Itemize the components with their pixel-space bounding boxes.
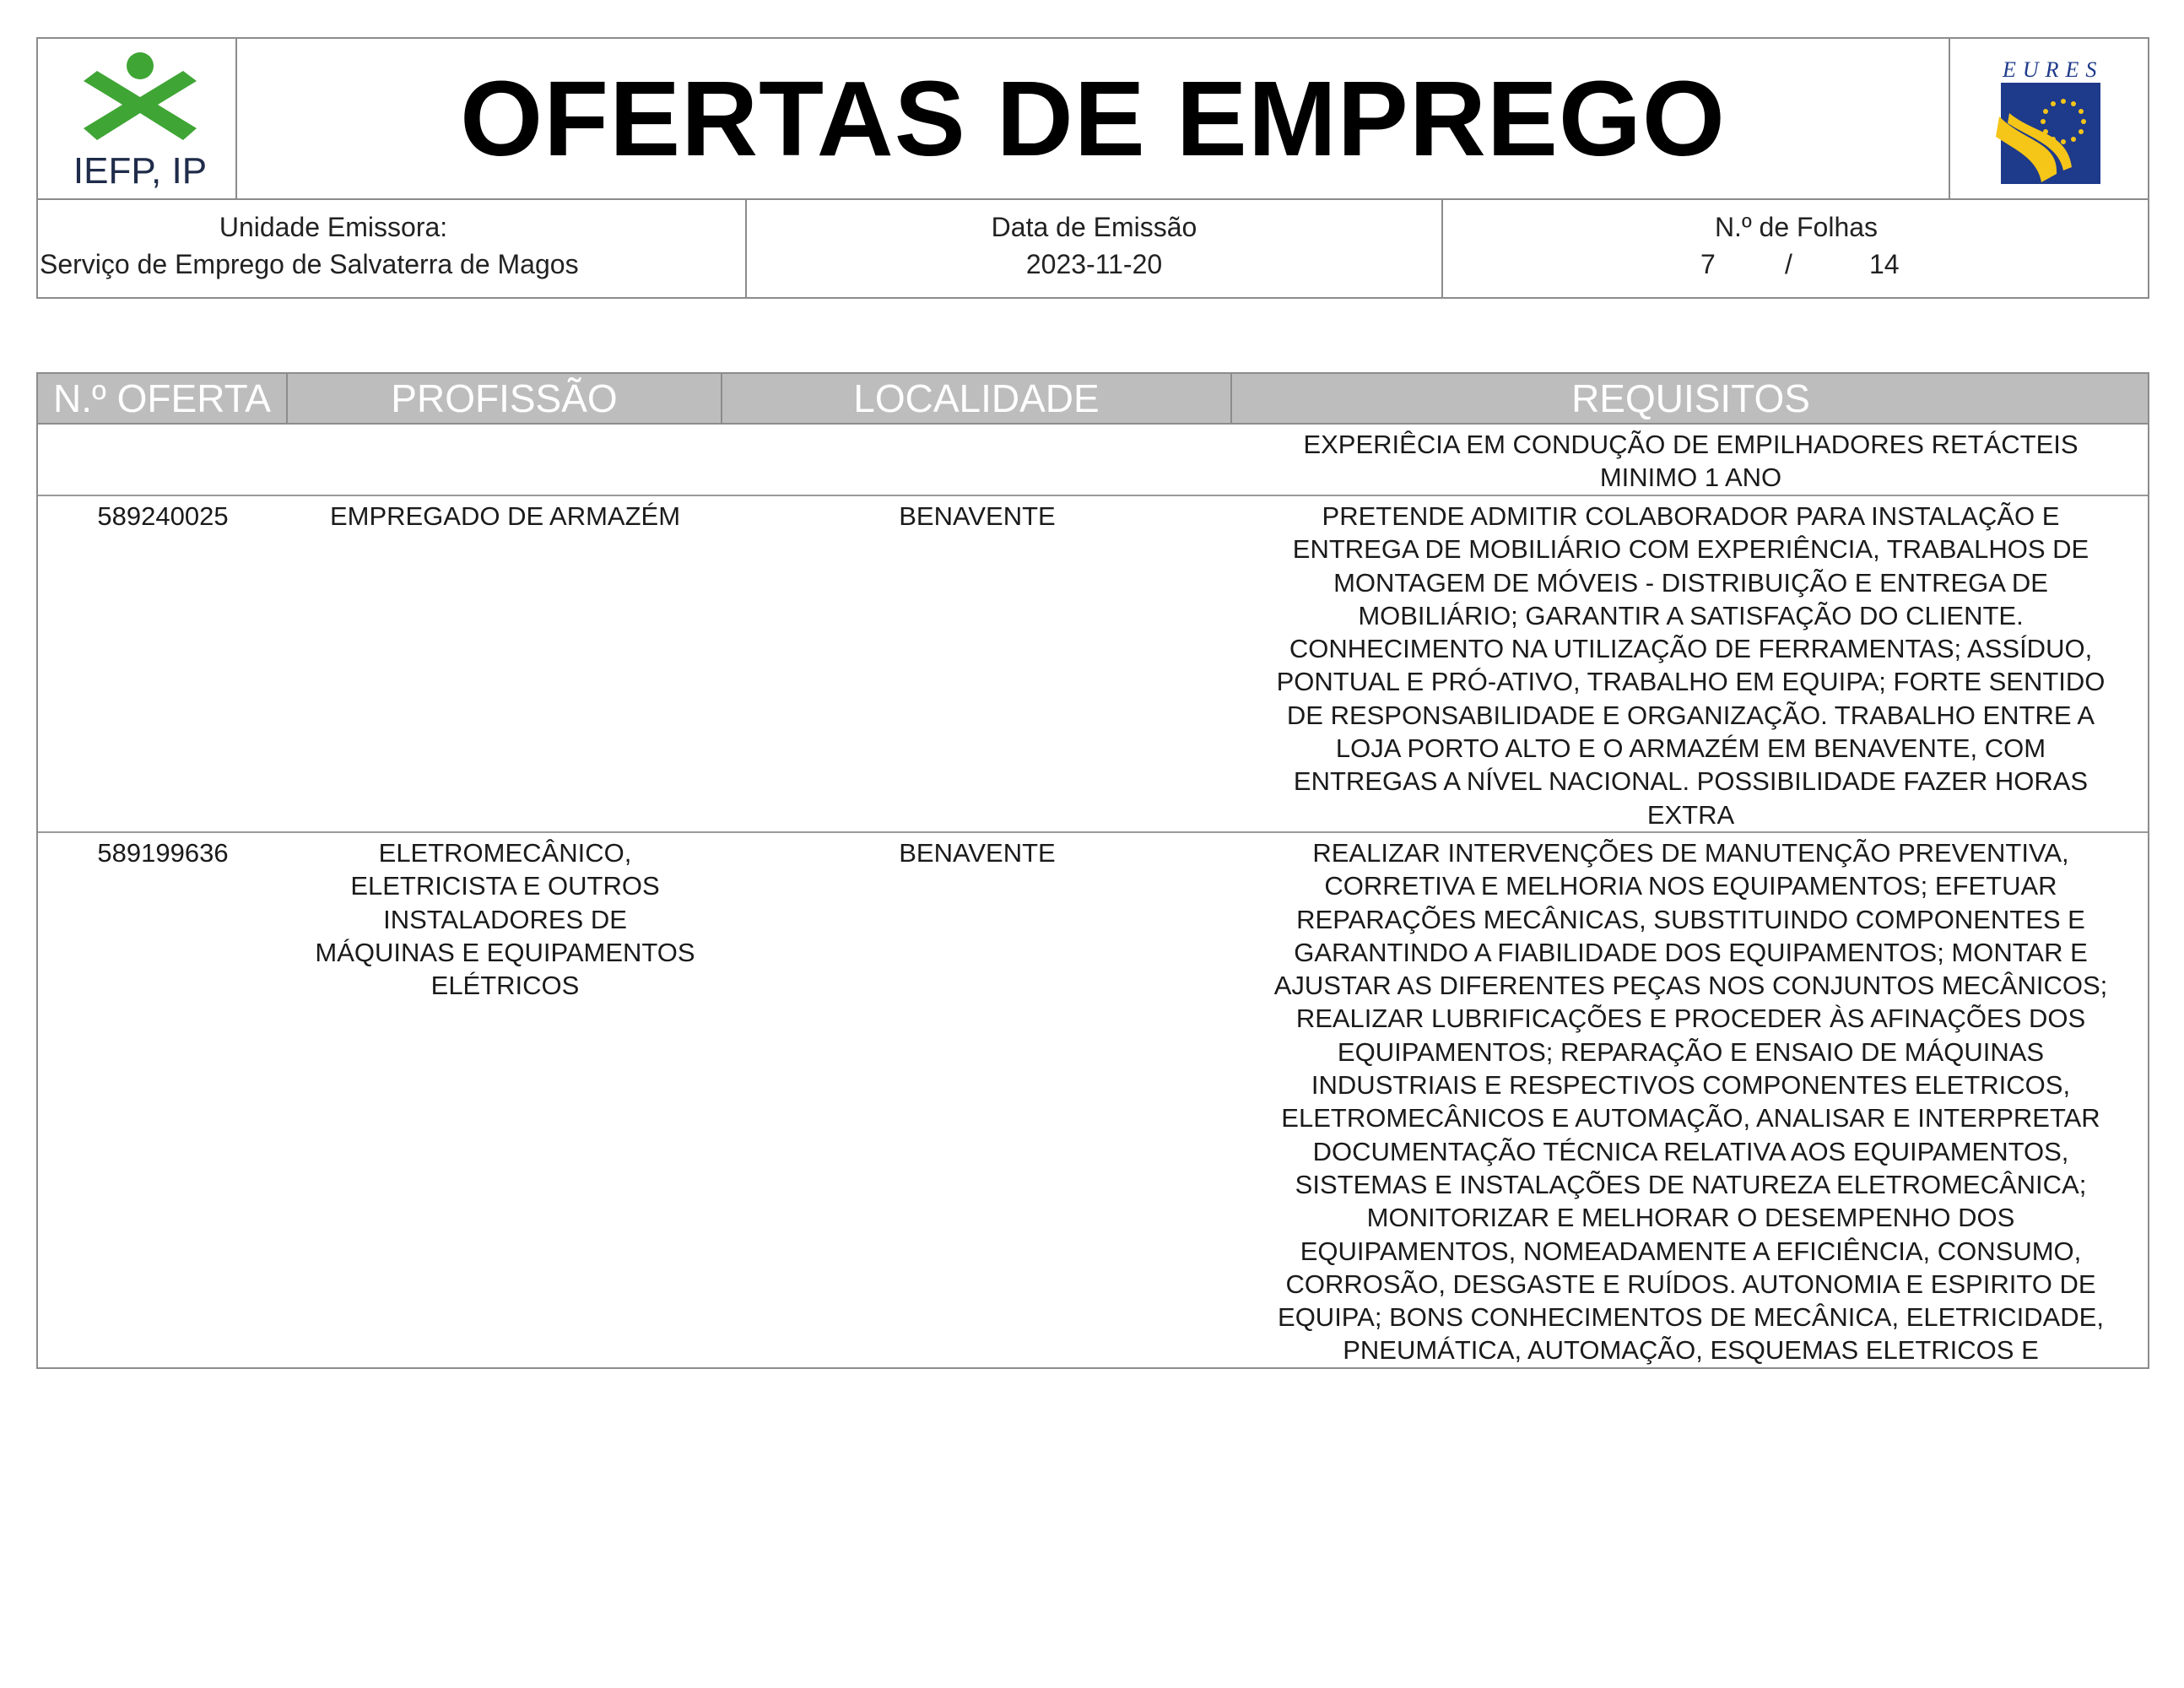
requirements-line: EQUIPAMENTOS, NOMEADAMENTE A EFICIÊNCIA, CONSUMO, [1300,1236,2082,1266]
requirements-line: REPARAÇÕES MECÂNICAS, SUBSTITUINDO COMPONENTES E [1296,904,2085,934]
requirements-line: EXPERIÊCIA EM CONDUÇÃO DE EMPILHADORES RETÁCTEIS [1303,430,2079,459]
eures-emblem-icon [1991,83,2109,184]
requirements-line: CORROSÃO, DESGASTE E RUÍDOS. AUTONOMIA E ESPIRITO DE [1285,1269,2096,1299]
requirements-cell [1232,428,2149,495]
sheet-count [1443,200,2149,299]
locality-cell [722,836,1232,869]
table-row [38,496,2148,833]
profession-line: ELETRICISTA E OUTROS [350,871,660,901]
offer-number-cell-line: 589199636 [97,838,229,868]
profession-line: INSTALADORES DE [383,904,627,934]
requirements-line: ENTREGA DE MOBILIÁRIO COM EXPERIÊNCIA, TRABALHOS DE [1292,534,2089,565]
issue-date-value: 2023-11-20 [1025,249,1163,279]
requirements-line: DE RESPONSABILIDADE E ORGANIZAÇÃO. TRABALHO ENTRE A [1286,700,2095,730]
column-header-locality: LOCALIDADE [722,374,1232,423]
sheet-current: 7 [1700,249,1716,279]
requirements-line: MONTAGEM DE MÓVEIS - DISTRIBUIÇÃO E ENTREGA DE [1333,567,2048,598]
iefp-emblem-icon [68,51,212,156]
offer-number-cell-line: 589240025 [97,501,229,531]
eures-logo [1991,57,2109,184]
requirements-line: AJUSTAR AS DIFERENTES PEÇAS NOS CONJUNTOS MECÂNICOS; [1273,971,2108,1001]
requirements-line: CORRETIVA E MELHORIA NOS EQUIPAMENTOS; EFETUAR [1324,871,2057,901]
requirements-line: REALIZAR LUBRIFICAÇÕES E PROCEDER ÀS AFINAÇÕES DOS [1295,1004,2086,1034]
header-top-row [38,39,2148,200]
requirements-line: REALIZAR INTERVENÇÕES DE MANUTENÇÃO PREVENTIVA, [1312,838,2069,868]
iefp-logo-cell [38,39,237,198]
requirements-line: PRETENDE ADMITIR COLABORADOR PARA INSTALAÇÃO E [1322,501,2060,531]
requirements-line: GARANTINDO A FIABILIDADE DOS EQUIPAMENTOS; MONTAR E [1294,937,2088,967]
requirements-cell [1232,836,2149,1367]
requirements-line: MINIMO 1 ANO [1599,463,1782,493]
requirements-line: PNEUMÁTICA, AUTOMAÇÃO, ESQUEMAS ELETRICOS E [1343,1335,2039,1366]
issue-date-label: Data de Emissão [991,212,1197,242]
locality-cell-line: BENAVENTE [899,838,1056,868]
issue-date [747,200,1443,299]
issuer-info-row [38,200,2148,299]
document-header [36,37,2149,299]
iefp-logo-text: IEFP, IP [73,150,208,192]
table-header [38,374,2148,425]
eures-logo-cell [1949,39,2148,198]
locality-cell-line: BENAVENTE [899,501,1056,531]
job-offers-table [36,372,2149,1369]
column-header-profession: PROFISSÃO [288,374,722,423]
requirements-line: EQUIPA; BONS CONHECIMENTOS DE MECÂNICA, ELETRICIDADE, [1278,1302,2104,1333]
sheet-count-value [1700,249,1899,283]
requirements-line: MONITORIZAR E MELHORAR O DESEMPENHO DOS [1366,1203,2015,1233]
column-header-requirements: REQUISITOS [1571,376,1810,420]
profession-line: EMPREGADO DE ARMAZÉM [329,501,681,531]
sheet-separator: / [1785,249,1792,279]
column-header-offer-number: N.º OFERTA [38,374,288,423]
requirements-line: CONHECIMENTO NA UTILIZAÇÃO DE FERRAMENTAS; ASSÍDUO, [1289,634,2093,664]
requirements-line: ELETROMECÂNICOS E AUTOMAÇÃO, ANALISAR E INTERPRETAR [1281,1103,2100,1133]
requirements-line: LOJA PORTO ALTO E O ARMAZÉM EM BENAVENTE, COM [1335,733,2046,764]
issuing-unit [38,200,747,299]
requirements-cell [1232,500,2149,831]
iefp-logo [68,51,212,192]
requirements-line: DOCUMENTAÇÃO TÉCNICA RELATIVA AOS EQUIPAMENTOS, [1312,1136,2069,1166]
table-row [38,833,2148,1369]
issuing-unit-label: Unidade Emissora: [219,212,448,242]
profession-line: MÁQUINAS E EQUIPAMENTOS [315,937,695,967]
offer-number-cell [38,836,288,869]
requirements-line: EQUIPAMENTOS; REPARAÇÃO E ENSAIO DE MÁQUINAS [1337,1036,2045,1067]
table-row [38,425,2148,496]
requirements-line: EXTRA [1646,799,1735,830]
requirements-line: SISTEMAS E INSTALAÇÕES DE NATUREZA ELETROMECÂNICA; [1295,1169,2087,1199]
profession-cell [288,836,722,1002]
requirements-line: ENTREGAS A NÍVEL NACIONAL. POSSIBILIDADE FAZER HORAS [1293,766,2089,797]
sheet-total: 14 [1869,249,1900,279]
profession-cell [288,500,722,533]
profession-line: ELÉTRICOS [430,971,580,1001]
sheet-count-label: N.º de Folhas [1714,212,1879,242]
requirements-line: MOBILIÁRIO; GARANTIR A SATISFAÇÃO DO CLIENTE. [1358,600,2024,630]
requirements-line: PONTUAL E PRÓ-ATIVO, TRABALHO EM EQUIPA; FORTE SENTIDO [1276,667,2106,697]
eures-logo-text: EURES [2003,57,2104,82]
page-title: OFERTAS DE EMPREGO [460,59,1726,178]
requirements-line: INDUSTRIAIS E RESPECTIVOS COMPONENTES ELETRICOS, [1311,1070,2071,1101]
issuing-unit-value: Serviço de Emprego de Salvaterra de Magos [40,249,579,279]
locality-cell [722,500,1232,533]
profession-line: ELETROMECÂNICO, [378,838,632,868]
offer-number-cell [38,500,288,533]
